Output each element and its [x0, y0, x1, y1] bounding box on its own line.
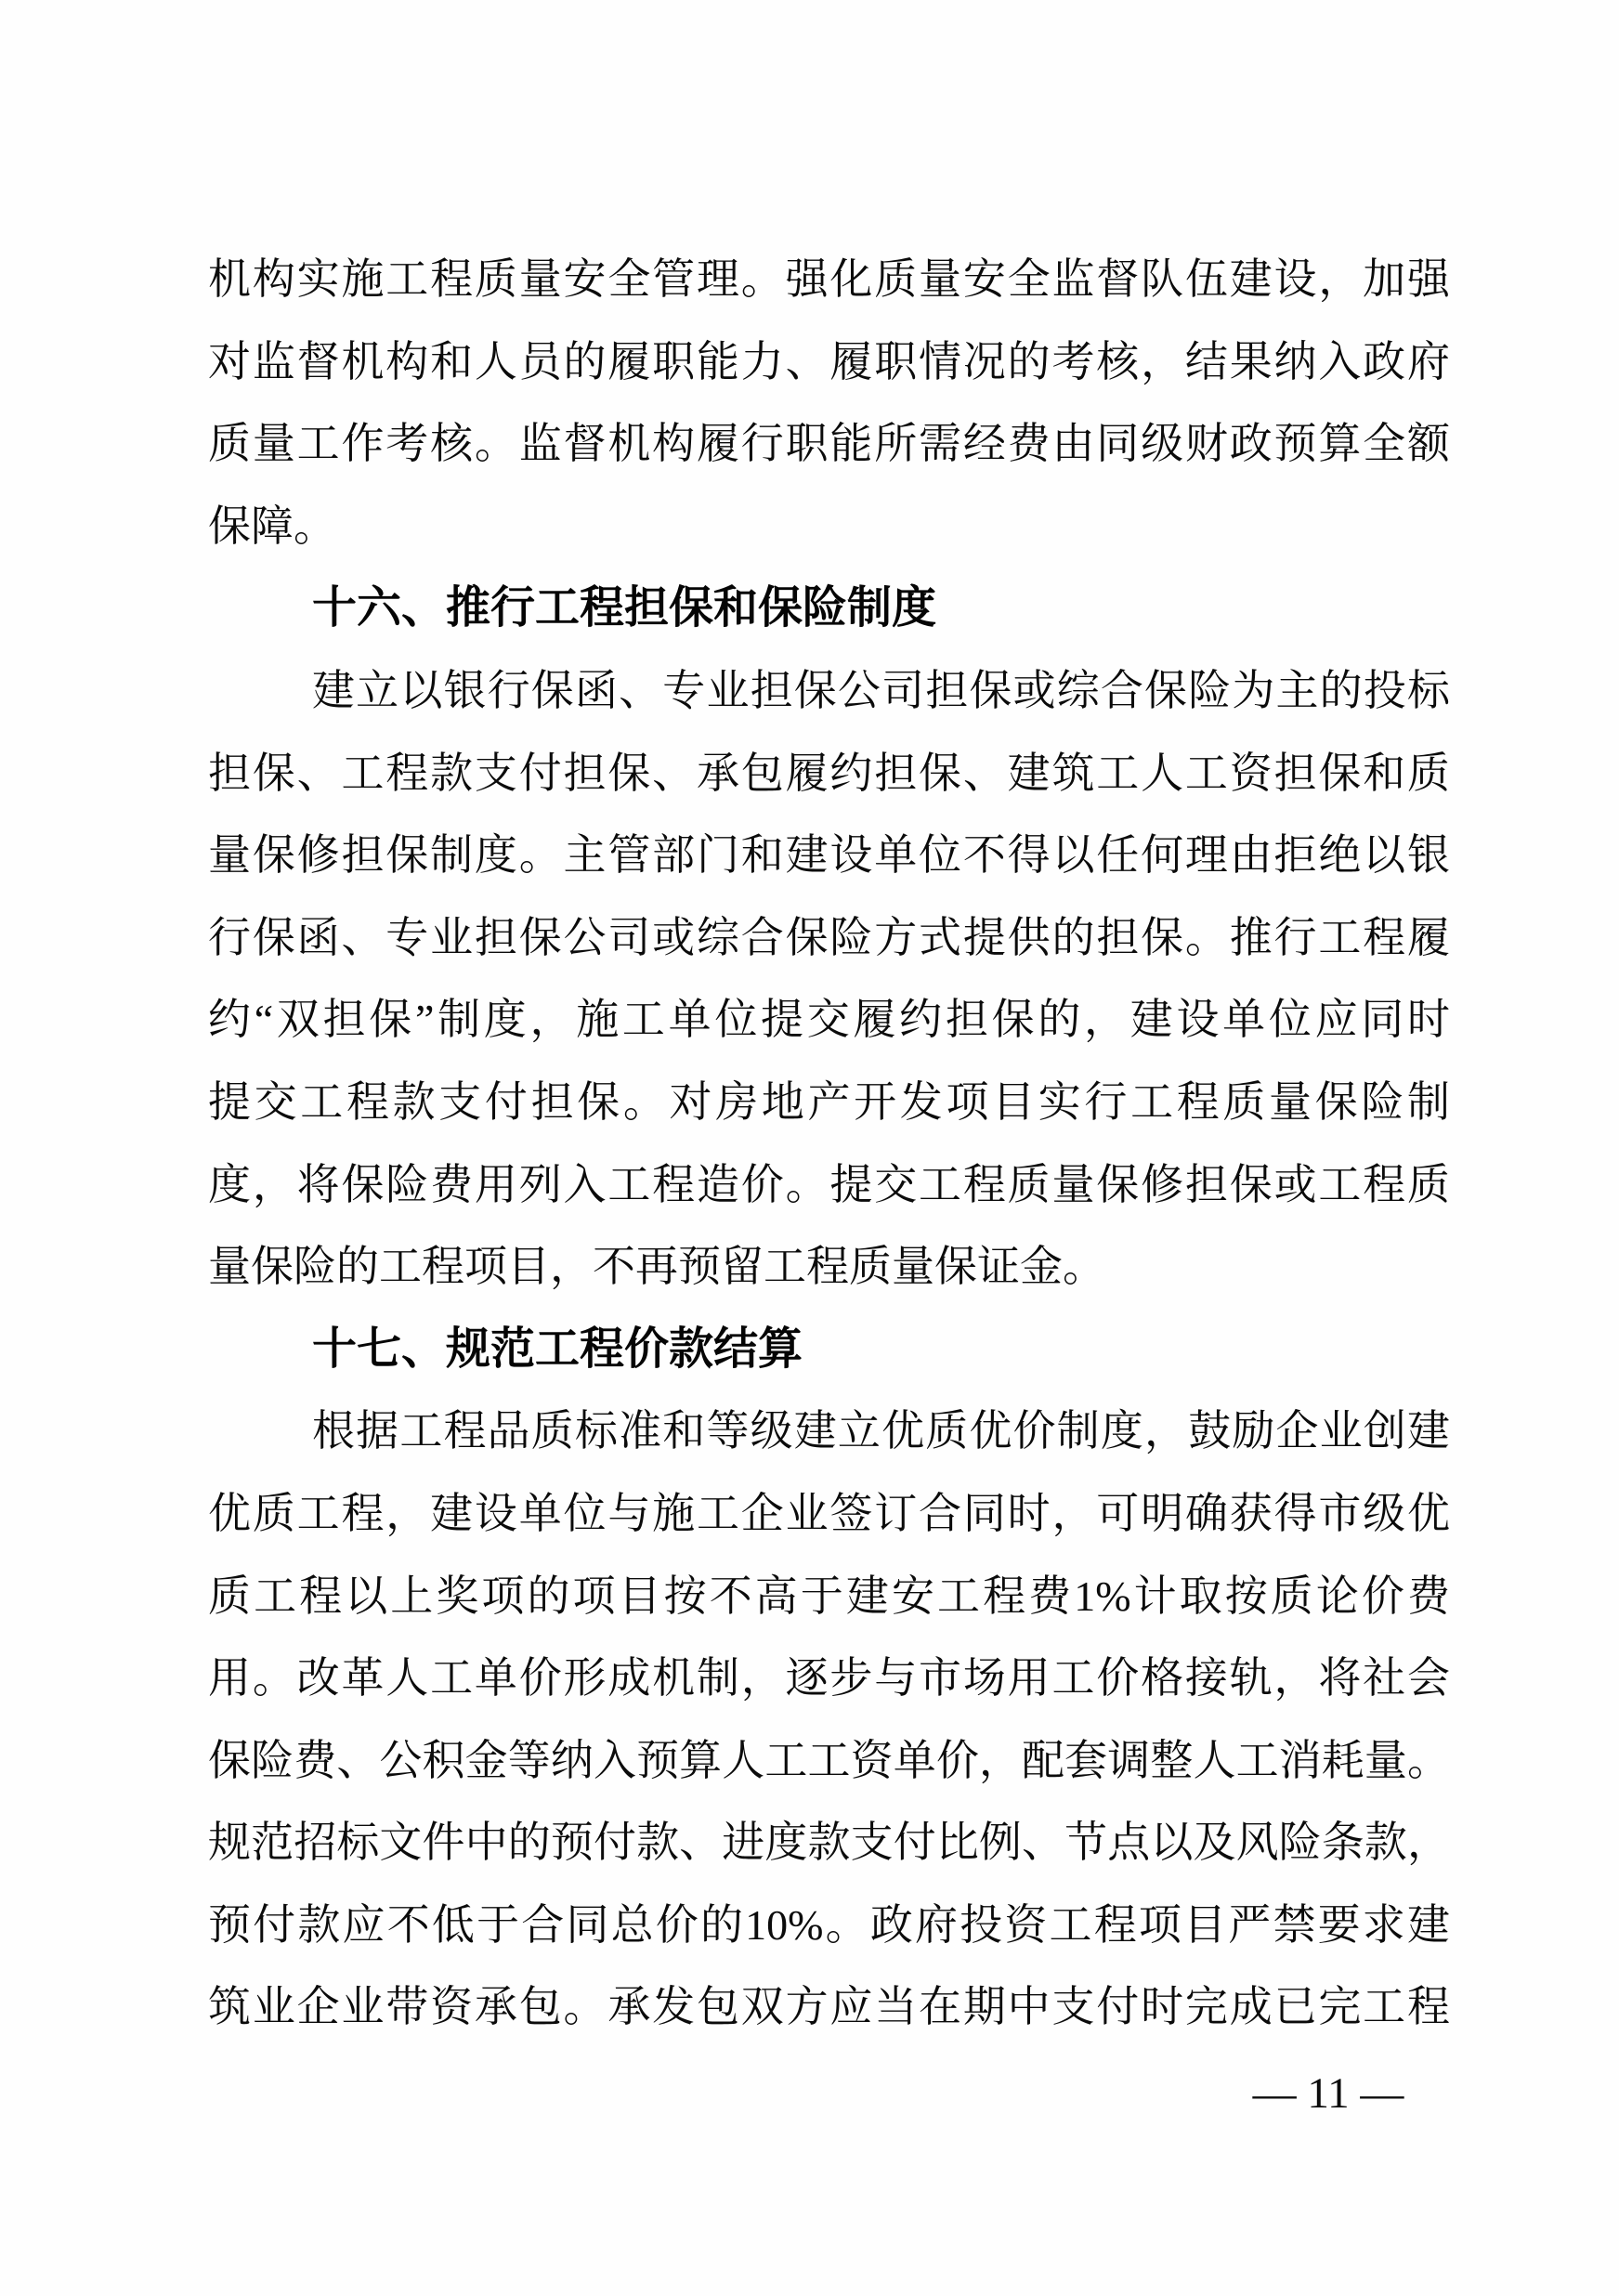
- text-line: 根据工程品质标准和等级建立优质优价制度，鼓励企业创建: [312, 1407, 1450, 1455]
- text-line: 量保险的工程项目，不再预留工程质量保证金。: [208, 1243, 1105, 1291]
- text-line: 对监督机构和人员的履职能力、履职情况的考核，结果纳入政府: [208, 337, 1450, 385]
- text-line: 质工程以上奖项的项目按不高于建安工程费1%计取按质论价费: [208, 1572, 1450, 1620]
- text-line: 度，将保险费用列入工程造价。提交工程质量保修担保或工程质: [208, 1160, 1450, 1208]
- text-line: 机构实施工程质量安全管理。强化质量安全监督队伍建设，加强: [208, 255, 1450, 303]
- page-number: — 11 —: [1252, 2069, 1404, 2118]
- section-17: [208, 1309, 1450, 1391]
- text-line: 预付款应不低于合同总价的10%。政府投资工程项目严禁要求建: [208, 1900, 1450, 1949]
- text-line: 量保修担保制度。主管部门和建设单位不得以任何理由拒绝以银: [208, 831, 1450, 880]
- text-line: 用。改革人工单价形成机制，逐步与市场用工价格接轨，将社会: [208, 1654, 1450, 1702]
- text-line: 行保函、专业担保公司或综合保险方式提供的担保。推行工程履: [208, 913, 1450, 961]
- text-line: 担保、工程款支付担保、承包履约担保、建筑工人工资担保和质: [208, 749, 1450, 797]
- text-line: 建立以银行保函、专业担保公司担保或综合保险为主的投标: [312, 666, 1450, 714]
- section-17-heading: 十七、规范工程价款结算: [312, 1324, 803, 1374]
- text-line: 保障。: [208, 502, 336, 550]
- text-line: 质量工作考核。监督机构履行职能所需经费由同级财政预算全额: [208, 420, 1450, 468]
- text-line: 规范招标文件中的预付款、进度款支付比例、节点以及风险条款，: [208, 1819, 1450, 1867]
- text-line: 优质工程，建设单位与施工企业签订合同时，可明确获得市级优: [208, 1489, 1450, 1537]
- text-line: 保险费、公积金等纳入预算人工工资单价，配套调整人工消耗量。: [208, 1736, 1450, 1784]
- section-16: [208, 567, 1450, 650]
- text-line: 筑业企业带资承包。承发包双方应当在期中支付时完成已完工程: [208, 1983, 1450, 2031]
- text-line: 约“双担保”制度，施工单位提交履约担保的，建设单位应同时: [208, 996, 1450, 1044]
- text-line: 提交工程款支付担保。对房地产开发项目实行工程质量保险制: [208, 1077, 1450, 1126]
- section-16-heading: 十六、推行工程担保和保险制度: [312, 583, 937, 633]
- text-block: [208, 239, 1450, 2049]
- section-17-body: [208, 1390, 1450, 2049]
- section-16-body: [208, 650, 1450, 1309]
- paragraph-continuation: [208, 239, 1450, 567]
